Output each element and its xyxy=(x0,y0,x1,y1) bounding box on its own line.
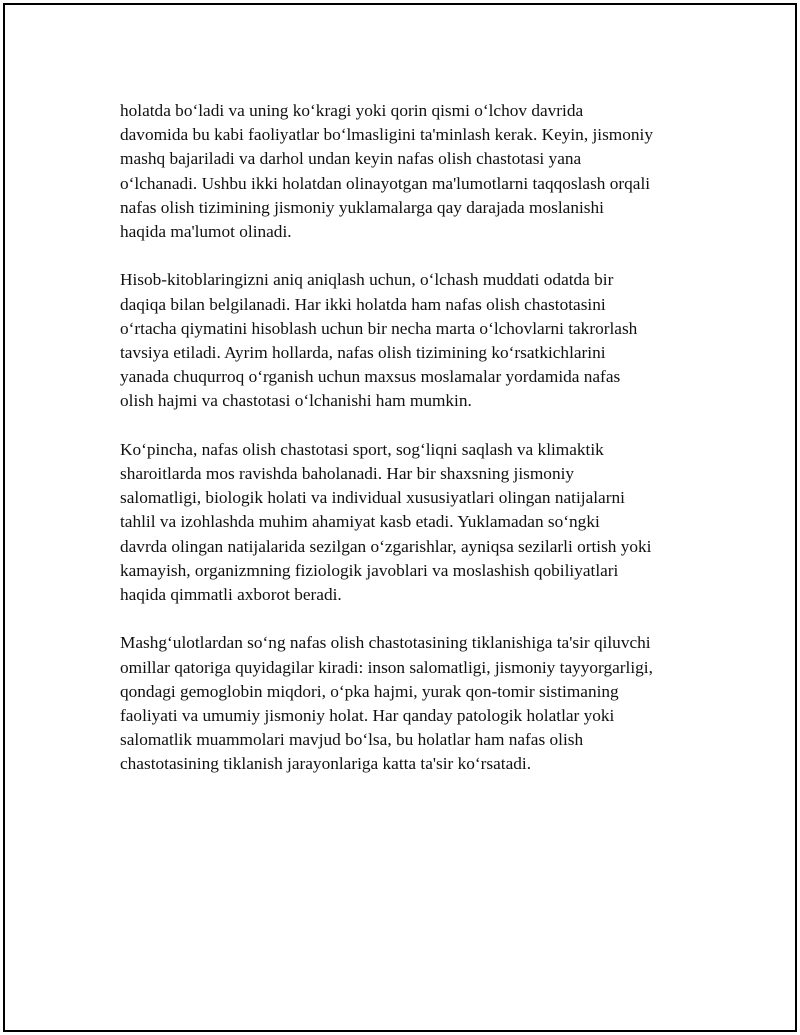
document-page xyxy=(3,3,797,1032)
body-text xyxy=(120,99,705,801)
paragraph-3: Ko‘pincha, nafas olish chastotasi sport, sog‘liqni saqlash va klimaktik sharoitlarda mos ravishda baholanadi. Har bir shaxsning jismoniy salomatligi, biologik holati va individual xususiyatlari olingan natijalarni tahlil va izohlashda muhim ahamiyat kasb etadi. Yuklamadan so‘ngki davrda olingan natijalarida sezilgan o‘zgarishlar, ayniqsa sezilarli ortish yoki kamayish, organizmning fiziologik javoblari va moslashish qobiliyatlari haqida qimmatli axborot beradi. xyxy=(120,439,652,605)
paragraph-1: holatda bo‘ladi va uning ko‘kragi yoki qorin qismi o‘lchov davrida davomida bu kabi faoliyatlar bo‘lmasligini ta'minlash kerak. Keyin, jismoniy mashq bajariladi va darhol undan keyin nafas olish chastotasi yana o‘lchanadi. Ushbu ikki holatdan olinayotgan ma'lumotlarni taqqoslash orqali nafas olish tizimining jismoniy yuklamalarga qay darajada moslanishi haqida ma'lumot olinadi. xyxy=(120,101,653,242)
paragraph-2: Hisob-kitoblaringizni aniq aniqlash uchun, o‘lchash muddati odatda bir daqiqa bilan belgilanadi. Har ikki holatda ham nafas olish chastotasini o‘rtacha qiymatini hisoblash uchun bir necha marta o‘lchovlarni takrorlash tavsiya etiladi. Ayrim hollarda, nafas olish tizimining ko‘rsatkichlarini yanada chuqurroq o‘rganish uchun maxsus moslamalar yordamida nafas olish hajmi va chastotasi o‘lchanishi ham mumkin. xyxy=(120,270,638,411)
paragraph-4: Mashg‘ulotlardan so‘ng nafas olish chastotasining tiklanishiga ta'sir qiluvchi omillar qatoriga quyidagilar kiradi: inson salomatligi, jismoniy tayyorgarligi, qondagi gemoglobin miqdori, o‘pka hajmi, yurak qon-tomir sistimaning faoliyati va umumiy jismoniy holat. Har qanday patologik holatlar yoki salomatlik muammolari mavjud bo‘lsa, bu holatlar ham nafas olish chastotasining tiklanish jarayonlariga katta ta'sir ko‘rsatadi. xyxy=(120,633,653,774)
